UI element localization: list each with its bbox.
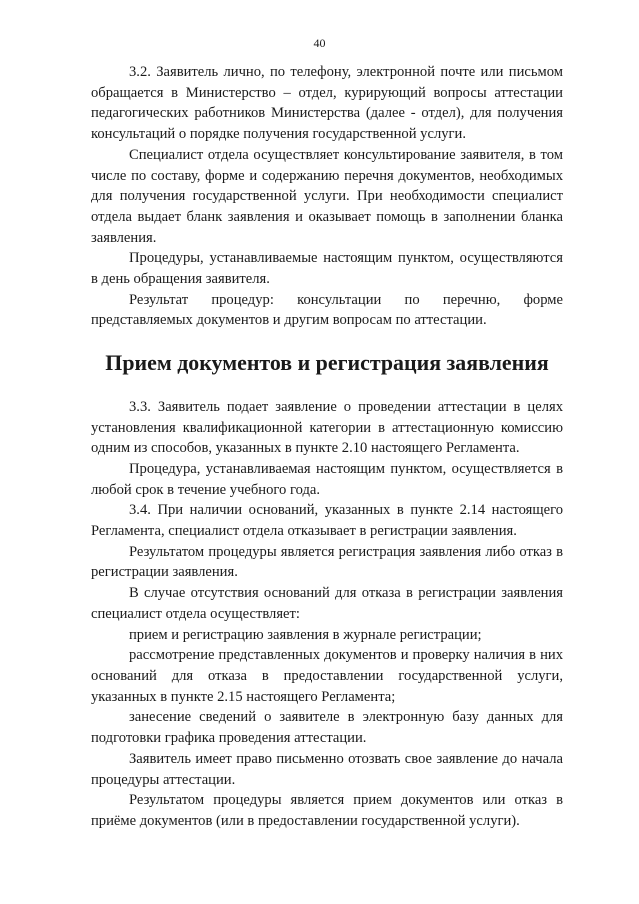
- paragraph-consultation: Специалист отдела осуществляет консультирование заявителя, в том числе по составу, форме и содержанию перечня документов, необходимых для получения государственной услуги. При необходимости специалист отдела выдает бланк заявления и оказывает помощь в заполнении бланка заявления.: [91, 146, 563, 246]
- paragraph-no-grounds: В случае отсутствия оснований для отказа в регистрации заявления специалист отдела осуществляет:: [91, 585, 563, 622]
- paragraph-withdraw-right: Заявитель имеет право письменно отозвать свое заявление до начала процедуры аттестации.: [91, 750, 563, 788]
- list-item-register: прием и регистрацию заявления в журнале регистрации;: [129, 626, 482, 643]
- page-number: 40: [313, 36, 326, 50]
- document-body: [91, 62, 563, 832]
- paragraph-3-4: 3.4. При наличии оснований, указанных в пункте 2.14 настоящего Регламента, специалист отдела отказывает в регистрации заявления.: [91, 502, 563, 540]
- paragraph-procedures-day: Процедуры, устанавливаемые настоящим пунктом, осуществляются в день обращения заявителя.: [91, 250, 563, 288]
- paragraph-result-registration: Результатом процедуры является регистрация заявления либо отказ в регистрации заявления.: [91, 543, 563, 581]
- section-heading: Прием документов и регистрация заявления: [105, 350, 549, 376]
- paragraph-3-2: 3.2. Заявитель лично, по телефону, электронной почте или письмом обращается в Министерство – отдел, курирующий вопросы аттестации педагогических работников Министерства (далее - отдел), для получения консультаций о порядке получения государственной услуги.: [91, 64, 563, 143]
- list-item-review-documents: рассмотрение представленных документов и проверку наличия в них оснований для отказа в предоставлении государственной услуги, указанных в пункте 2.15 настоящего Регламента;: [91, 647, 563, 705]
- paragraph-procedure-any-time: Процедура, устанавливаемая настоящим пунктом, осуществляется в любой срок в течение учебного года.: [91, 460, 563, 498]
- paragraph-result-consultation: Результат процедур: консультации по перечню, форме представляемых документов и другим вопросам по аттестации.: [91, 291, 563, 329]
- paragraph-result-acceptance: Результатом процедуры является прием документов или отказ в приёме документов (или в предоставлении государственной услуги).: [91, 792, 563, 829]
- paragraph-3-3: 3.3. Заявитель подает заявление о проведении аттестации в целях установления квалификационной категории в аттестационную комиссию одним из способов, указанных в пункте 2.10 настоящего Регламента.: [91, 398, 563, 457]
- list-item-database-entry: занесение сведений о заявителе в электронную базу данных для подготовки графика проведения аттестации.: [91, 709, 563, 747]
